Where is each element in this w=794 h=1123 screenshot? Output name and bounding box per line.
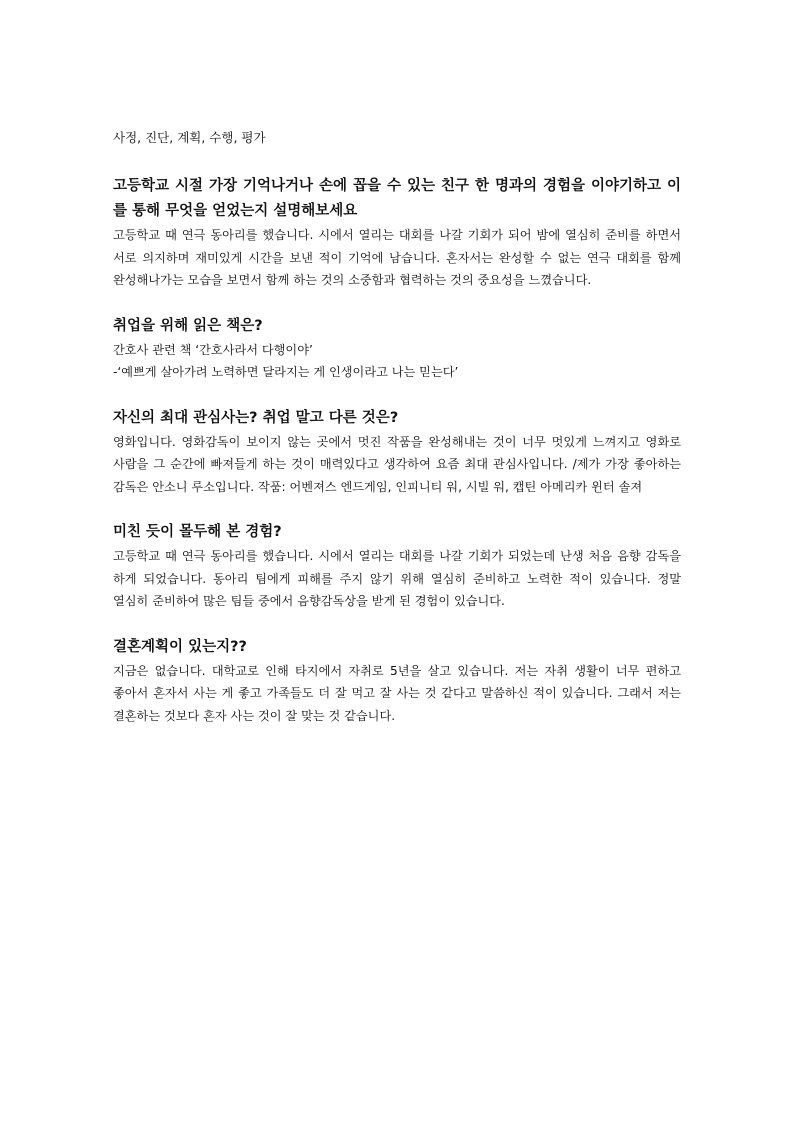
question-heading: 미친 듯이 몰두해 본 경험? [113, 524, 282, 540]
section-interest [113, 406, 681, 499]
answer-paragraph: 고등학교 때 연극 동아리를 했습니다. 시에서 열리는 대회를 나갈 기회가 되어 밤에 열심히 준비를 하면서 서로 의지하며 재미있게 시간을 보낸 적이 기억에 남습니다. 혼자서는 완성할 수 없는 연극 대회를 함께 완성해나가는 모습을 보면서 함께 하는 것의 소중함과 협력하는 것의 중요성을 느꼈습니다. [113, 228, 681, 287]
question-heading: 자신의 최대 관심사는? 취업 말고 다른 것은? [113, 409, 399, 426]
answer-paragraph: 고등학교 때 연극 동아리를 했습니다. 시에서 열리는 대회를 나갈 기회가 되었는데 난생 처음 음향 감독을 하게 되었습니다. 동아리 팀에게 피해를 주지 않기 위해 열심히 준비하고 노력한 적이 있습니다. 정말 열심히 준비하여 많은 팀들 중에서 음향감독상을 받게 된 경험이 있습니다. [113, 549, 681, 608]
section-friend-experience [113, 174, 681, 292]
answer-paragraph: 지금은 없습니다. 대학교로 인해 타지에서 자취로 5년을 살고 있습니다. 저는 자취 생활이 너무 편하고 좋아서 혼자서 사는 게 좋고 가족들도 더 잘 먹고 잘 사는 것 같다고 말씀하신 적이 있습니다. 그래서 저는 결혼하는 것보다 혼자 사는 것이 잘 맞는 것 같습니다. [113, 663, 681, 723]
question-heading: 고등학교 시절 가장 기억나거나 손에 꼽을 수 있는 친구 한 명과의 경험을 이야기하고 이를 통해 무엇을 얻었는지 설명해보세요 [113, 178, 681, 219]
document-page [113, 128, 681, 749]
answer-line-book-title: 간호사 관련 책 ‘간호사라서 다행이야’ [113, 342, 313, 357]
section-immersion [113, 520, 681, 613]
section-book [113, 314, 681, 384]
intro-line: 사정, 진단, 계획, 수행, 평가 [113, 130, 266, 145]
answer-line-book-quote: -‘예쁘게 살아가려 노력하면 달라지는 게 인생이라고 나는 믿는다’ [113, 365, 459, 379]
section-marriage [113, 635, 681, 728]
question-heading: 취업을 위해 읽은 책은? [113, 317, 263, 334]
answer-paragraph: 영화입니다. 영화감독이 보이지 않는 곳에서 멋진 작품을 완성해내는 것이 너무 멋있게 느껴지고 영화로 사람을 그 순간에 빠져들게 하는 것이 매력있다고 생각하여 요즘 최대 관심사입니다. /제가 가장 좋아하는 감독은 안소니 루소입니다. 작품: 어벤져스 엔드게임, 인피니티 워, 시빌 워, 캡틴 아메리카 윈터 솔져 [113, 434, 681, 494]
question-heading: 결혼계획이 있는지?? [113, 638, 247, 655]
